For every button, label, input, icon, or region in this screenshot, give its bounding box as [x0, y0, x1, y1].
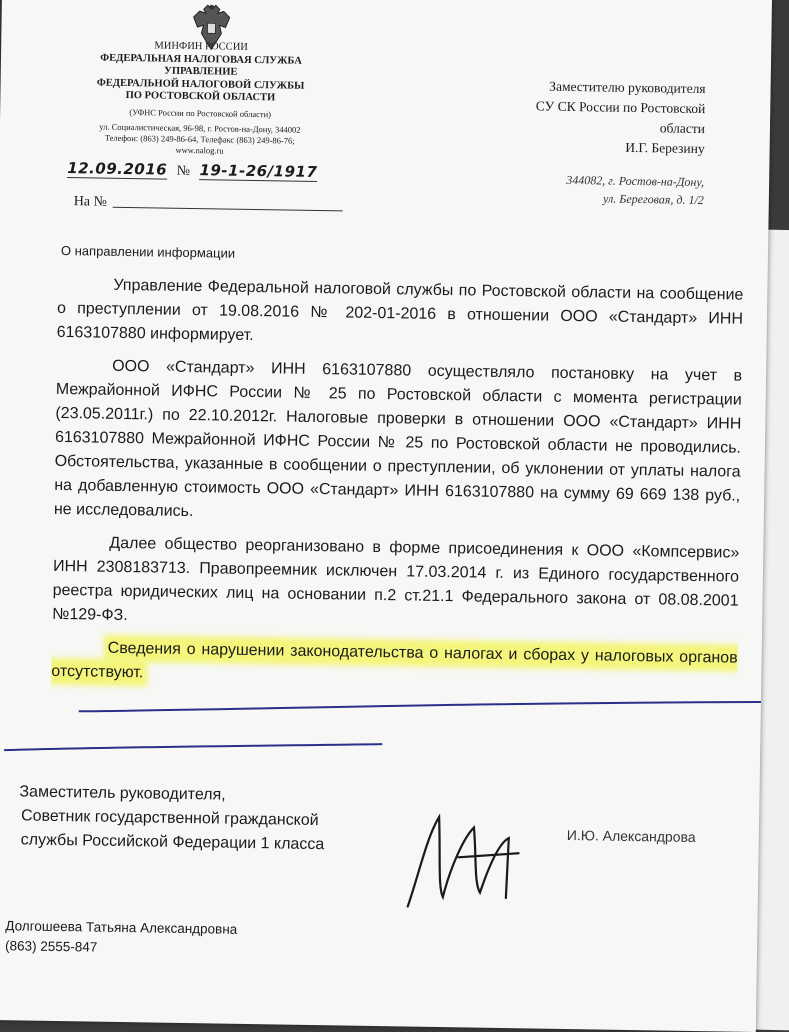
letter-body [51, 273, 744, 704]
signer-block [19, 780, 326, 857]
number-label: № [176, 163, 191, 179]
reference-line [74, 194, 343, 214]
executor-phone: (863) 2555-847 [4, 938, 98, 955]
addressee-index-city: 344082, г. Ростов-на-Дону, [566, 172, 705, 190]
department-line-3: ПО РОСТОВСКОЙ ОБЛАСТИ [125, 89, 276, 104]
addressee-street: ул. Береговая, д. 1/2 [602, 191, 704, 208]
department-phones: Телефон: (863) 249-86-64, Телефакс (863) 249-86-76; [104, 132, 295, 146]
executor-name: Долгошеева Татьяна Александровна [5, 918, 238, 937]
signer-position: Заместитель руководителя, [19, 783, 226, 804]
ministry-name: МИНФИН РОССИИ [154, 40, 248, 53]
addressee-position: Заместителю руководителя [549, 78, 706, 97]
paragraph-2: ООО «Стандарт» ИНН 6163107880 осуществляло постановку на учет в Межрайонной ИФНС России № 25 по Ростовской области с момента регистрации (23.05.2011г.) по 22.10.2012г. Налоговые проверки в отношении ООО «Стандарт» ИНН 6163107880 Межрайонной ИФНС России № 25 по Ростовской области не проводились. Обстоятельства, указанные в сообщении о преступлении, об уклонении от уплаты налога на добавленную стоимость ООО «Стандарт» ИНН 6163107880 на сумму 69 669 138 руб., не исследовались. [53, 357, 743, 521]
department-address: ул. Социалистическая, 96-98, г. Ростов-на-Дону, 344002 [99, 121, 301, 135]
reference-label: На № [73, 194, 108, 210]
signer-name: И.Ю. Александрова [566, 826, 696, 846]
outgoing-date-number [67, 159, 317, 182]
addressee-organisation: СУ СК России по Ростовской [535, 98, 706, 117]
letterhead-block [54, 39, 346, 158]
addressee-block [454, 75, 706, 209]
outgoing-number: 19-1-26/1917 [199, 161, 318, 181]
signer-rank-line-2: службы Российской Федерации 1 класса [20, 831, 325, 854]
signer-rank-line-1: Советник государственной гражданской [20, 807, 319, 830]
highlighted-conclusion: Сведения о нарушении законодательства о налогах и сборах у налоговых органов отсутствуют. [51, 639, 738, 682]
service-name: ФЕДЕРАЛЬНАЯ НАЛОГОВАЯ СЛУЖБА [100, 52, 302, 67]
handwritten-signature [388, 796, 560, 919]
executor-block [5, 916, 238, 960]
paragraph-1: Управление Федеральной налоговой службы по Ростовской области на сообщение о преступлении от 19.08.2016 № 202-01-2016 в отношении ООО «Стандарт» ИНН 6163107880 информирует. [56, 276, 744, 345]
paragraph-4-highlighted [51, 636, 738, 695]
outgoing-date: 12.09.2016 [67, 159, 168, 179]
addressee-region: области [659, 120, 706, 137]
letter-subject: О направлении информации [60, 242, 236, 261]
department-line-1: УПРАВЛЕНИЕ [164, 65, 238, 78]
addressee-name: И.Г. Березину [625, 139, 705, 157]
department-abbreviation: (УФНС России по Ростовской области) [129, 106, 272, 119]
reference-blank [113, 207, 343, 212]
department-website: www.nalog.ru [175, 144, 224, 156]
department-line-2: ФЕДЕРАЛЬНОЙ НАЛОГОВОЙ СЛУЖБЫ [96, 77, 305, 92]
paragraph-3: Далее общество реорганизовано в форме присоединения к ООО «Компсервис» ИНН 2308183713. Правопреемник исключен 17.03.2014 г. из Единого государственного реестра юридических лиц на основании п.2 ст.21.1 Федерального закона от 08.08.2001 №129-ФЗ. [52, 534, 740, 625]
